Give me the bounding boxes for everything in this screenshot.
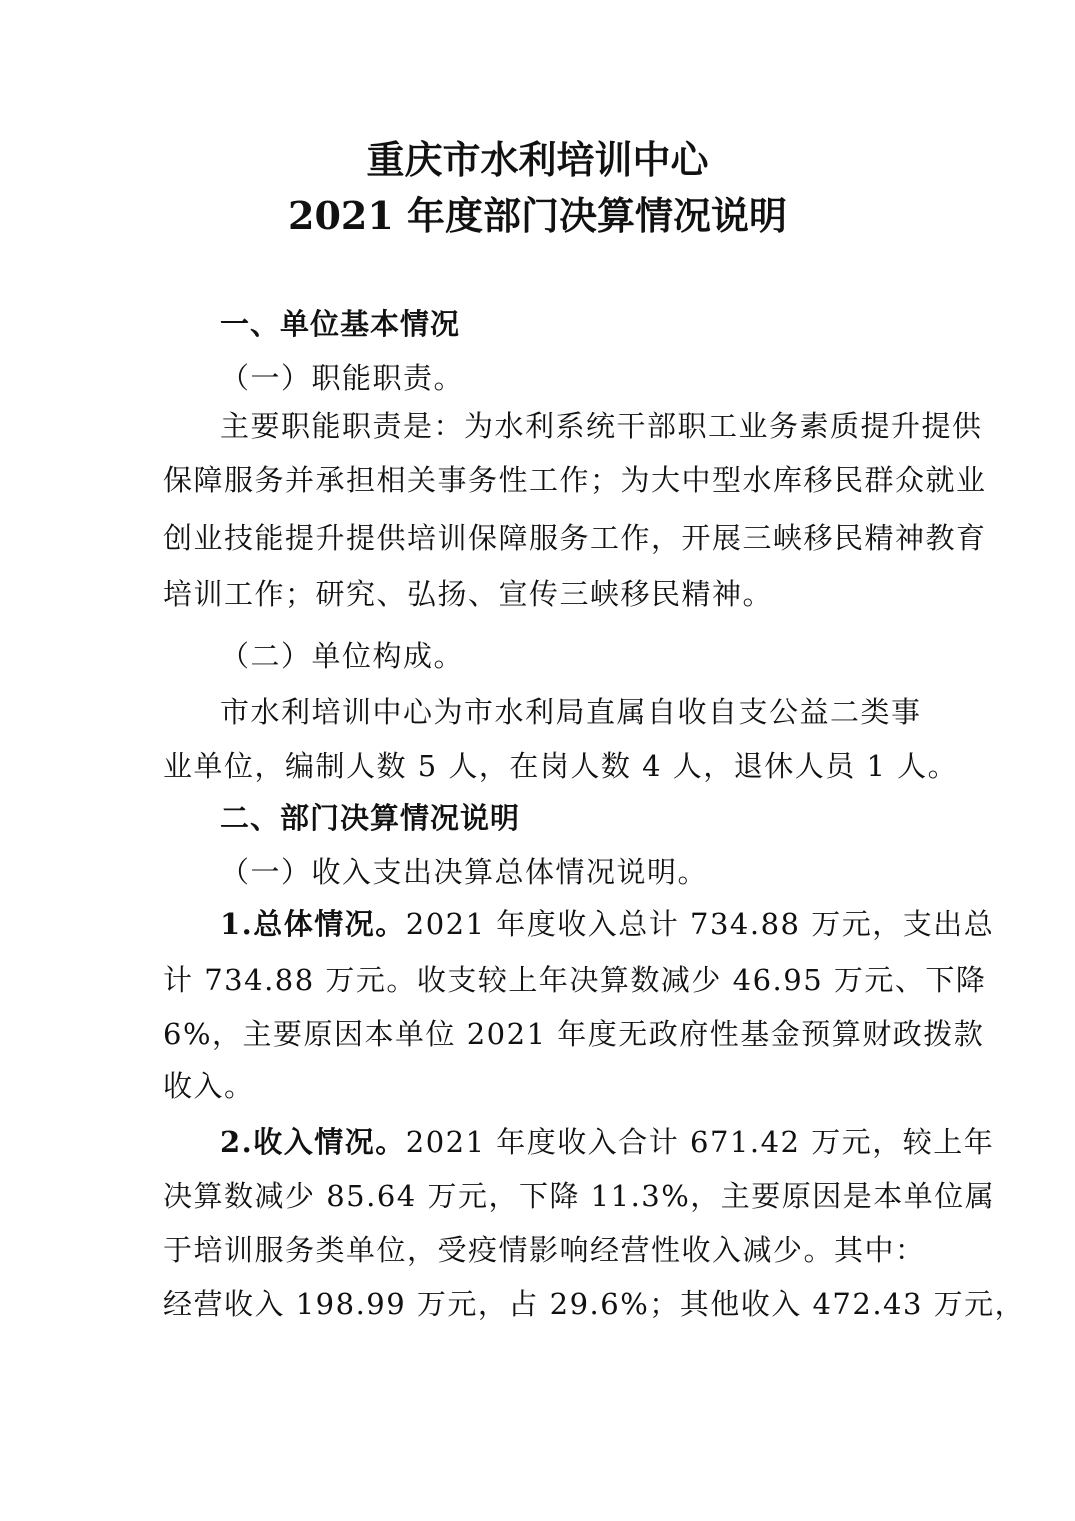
paragraph-text: 2021 年度收入总计 734.88 万元，支出总: [405, 907, 995, 941]
paragraph-line: 业单位，编制人数 5 人，在岗人数 4 人，退休人员 1 人。: [163, 749, 959, 783]
paragraph-line: [220, 906, 994, 942]
paragraph-line: 6%，主要原因本单位 2021 年度无政府性基金预算财政拨款: [163, 1017, 985, 1051]
paragraph-line: 于培训服务类单位，受疫情影响经营性收入减少。其中：: [163, 1233, 926, 1267]
paragraph-line: 决算数减少 85.64 万元，下降 11.3%，主要原因是本单位属: [163, 1179, 996, 1213]
document-title-line1: 重庆市水利培训中心: [366, 137, 709, 182]
paragraph-line: [220, 1124, 994, 1160]
section-heading-final-accounts: 二、部门决算情况说明: [220, 801, 521, 835]
paragraph-line: 收入。: [163, 1069, 255, 1103]
paragraph-lead-income: 2.收入情况。: [220, 1125, 406, 1159]
document-title-line2: 2021 年度部门决算情况说明: [288, 193, 787, 238]
subsection-heading-composition: （二）单位构成。: [220, 639, 465, 673]
paragraph-lead-overall: 1.总体情况。: [220, 907, 406, 941]
paragraph-line: 计 734.88 万元。收支较上年决算数减少 46.95 万元、下降: [163, 963, 987, 997]
paragraph-line: 经营收入 198.99 万元，占 29.6%；其他收入 472.43 万元，: [163, 1287, 1026, 1321]
section-heading-basic-info: 一、单位基本情况: [220, 307, 461, 341]
paragraph-line: 保障服务并承担相关事务性工作；为大中型水库移民群众就业: [163, 463, 987, 497]
paragraph-line: 市水利培训中心为市水利局直属自收自支公益二类事: [220, 695, 922, 729]
paragraph-line: 主要职能职责是：为水利系统干部职工业务素质提升提供: [220, 409, 983, 443]
subsection-heading-income-expense: （一）收入支出决算总体情况说明。: [220, 855, 709, 889]
paragraph-line: 创业技能提升提供培训保障服务工作，开展三峡移民精神教育: [163, 521, 987, 555]
paragraph-line: 培训工作；研究、弘扬、宣传三峡移民精神。: [163, 577, 774, 611]
subsection-heading-duties: （一）职能职责。: [220, 361, 465, 395]
paragraph-text: 2021 年度收入合计 671.42 万元，较上年: [405, 1125, 995, 1159]
